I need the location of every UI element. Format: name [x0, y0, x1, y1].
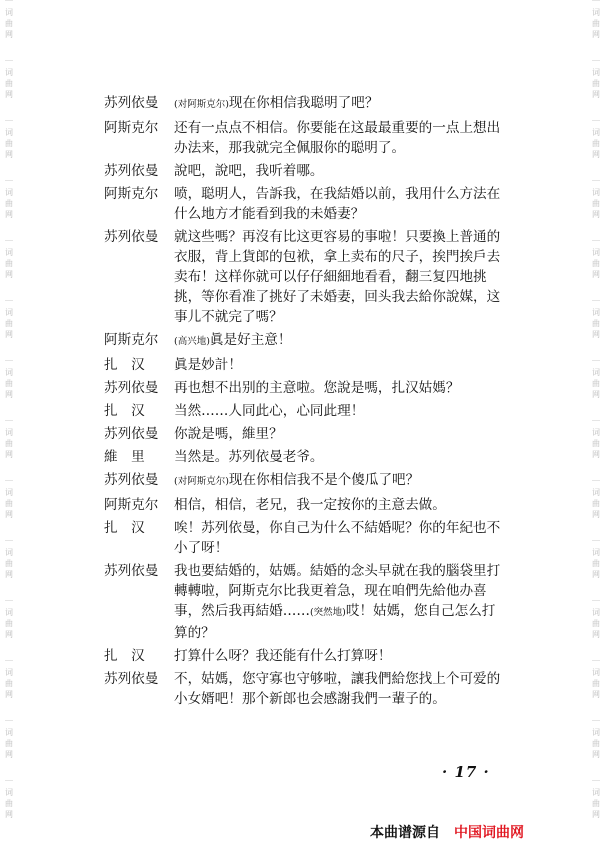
speaker: 扎 汉	[104, 403, 145, 419]
watermark-char: 词	[592, 428, 600, 437]
watermark-char: 网	[592, 150, 600, 159]
watermark-char: 网	[5, 810, 13, 819]
speaker: 苏列依曼	[104, 163, 159, 179]
watermark-char: 词	[592, 548, 600, 557]
speech-text: 现在你相信我不是个傻瓜了吧？	[228, 472, 420, 488]
dialogue-line	[104, 184, 504, 224]
watermark-char: 曲	[5, 259, 13, 268]
watermark-char: 网	[5, 30, 13, 39]
watermark-char: 网	[592, 390, 600, 399]
watermark-group	[5, 480, 13, 540]
watermark-char: 词	[592, 608, 600, 617]
watermark-group	[5, 420, 13, 480]
watermark-char: 网	[5, 270, 13, 279]
dialogue-line	[104, 118, 504, 158]
watermark-char: 曲	[592, 679, 600, 688]
watermark-char: 曲	[5, 19, 13, 28]
watermark-group	[5, 0, 13, 60]
watermark-char: 词	[5, 668, 13, 677]
speech-text: 现在你相信我聪明了吧？	[228, 95, 379, 111]
watermark-group	[5, 780, 13, 840]
watermark-char: 词	[592, 8, 600, 17]
watermark-char: 网	[5, 330, 13, 339]
watermark-char: 词	[5, 488, 13, 497]
watermark-group	[592, 720, 600, 780]
watermark-char: 曲	[592, 79, 600, 88]
dialogue-line	[104, 561, 504, 643]
watermark-char: 网	[5, 750, 13, 759]
watermark-char: 词	[5, 248, 13, 257]
watermark-char: 网	[592, 210, 600, 219]
speaker: 苏列依曼	[104, 426, 159, 442]
speaker: 扎 汉	[104, 648, 145, 664]
watermark-char: 曲	[592, 19, 600, 28]
watermark-column-left	[2, 0, 16, 865]
watermark-group	[5, 720, 13, 780]
watermark-group	[592, 0, 600, 60]
watermark-char: 曲	[5, 559, 13, 568]
watermark-char: 网	[592, 690, 600, 699]
stage-direction: (突然地)	[309, 607, 346, 618]
watermark-char: 词	[5, 368, 13, 377]
watermark-char: 曲	[5, 619, 13, 628]
speech-text: 当然是。苏列依曼老爷。	[174, 449, 324, 465]
watermark-char: 曲	[5, 499, 13, 508]
watermark-char: 词	[592, 368, 600, 377]
watermark-char: 词	[592, 788, 600, 797]
dialogue-line	[104, 161, 504, 181]
watermark-group	[5, 660, 13, 720]
watermark-column-right	[589, 0, 603, 865]
watermark-char: 网	[592, 330, 600, 339]
speech-text: 你說是嗎，維里？	[174, 426, 283, 442]
speech-text: 喷，聪明人，告訴我，在我結婚以前，我用什么方法在什么地方才能看到我的未婚妻？	[174, 186, 501, 222]
speaker: 苏列依曼	[104, 380, 159, 396]
watermark-char: 曲	[5, 799, 13, 808]
watermark-char: 词	[5, 68, 13, 77]
dialogue-line	[104, 646, 504, 666]
dialogue-line	[104, 447, 504, 467]
watermark-char: 曲	[592, 619, 600, 628]
watermark-char: 曲	[5, 679, 13, 688]
watermark-group	[592, 600, 600, 660]
watermark-char: 曲	[592, 259, 600, 268]
watermark-char: 词	[5, 428, 13, 437]
watermark-char: 词	[5, 308, 13, 317]
watermark-group	[5, 540, 13, 600]
speech-text: 还有一点点不相信。你要能在这最最重要的一点上想出办法来，那我就完全佩服你的聪明了。	[174, 120, 501, 156]
watermark-group	[5, 60, 13, 120]
watermark-group	[592, 300, 600, 360]
dialogue-line	[104, 669, 504, 709]
watermark-char: 曲	[592, 499, 600, 508]
watermark-char: 曲	[592, 199, 600, 208]
dialogue-line	[104, 355, 504, 375]
speech-text: 我也要結婚的，姑媽。結婚的念头早就在我的腦袋里打轉轉啦，阿斯克尔比我更着急，现在咱們先給他办喜事，然后我再結婚……	[174, 563, 501, 619]
speaker: 阿斯克尔	[104, 332, 159, 348]
speech	[174, 561, 504, 643]
dialogue-line	[104, 378, 504, 398]
watermark-char: 网	[5, 390, 13, 399]
watermark-char: 网	[592, 510, 600, 519]
watermark-group	[592, 180, 600, 240]
watermark-group	[5, 300, 13, 360]
watermark-char: 曲	[5, 199, 13, 208]
speaker: 維 里	[104, 449, 145, 465]
watermark-char: 词	[592, 188, 600, 197]
watermark-char: 网	[592, 570, 600, 579]
source-label: 本曲谱源自	[370, 825, 440, 841]
source-footer	[370, 822, 524, 842]
stage-direction: (高兴地)	[174, 336, 210, 347]
speaker: 阿斯克尔	[104, 120, 159, 136]
dialogue-line	[104, 495, 504, 515]
watermark-char: 曲	[5, 319, 13, 328]
watermark-char: 词	[592, 728, 600, 737]
watermark-group	[592, 60, 600, 120]
watermark-char: 网	[5, 510, 13, 519]
watermark-group	[592, 480, 600, 540]
watermark-char: 网	[592, 30, 600, 39]
watermark-char: 词	[5, 548, 13, 557]
watermark-char: 词	[5, 188, 13, 197]
dialogue-line	[104, 93, 504, 115]
watermark-char: 曲	[5, 379, 13, 388]
dialogue-block	[104, 93, 504, 712]
speaker: 阿斯克尔	[104, 186, 159, 202]
dialogue-line	[104, 401, 504, 421]
speaker: 阿斯克尔	[104, 497, 159, 513]
speech	[174, 330, 504, 352]
watermark-group	[592, 240, 600, 300]
speaker: 苏列依曼	[104, 472, 159, 488]
speech-text: 再也想不出别的主意啦。您說是嗎，扎汉姑媽？	[174, 380, 460, 396]
watermark-char: 网	[5, 90, 13, 99]
watermark-group	[5, 180, 13, 240]
speech	[174, 93, 504, 115]
speaker: 扎 汉	[104, 357, 145, 373]
watermark-char: 网	[5, 630, 13, 639]
speaker: 苏列依曼	[104, 563, 159, 579]
speech-text: 眞是好主意！	[209, 332, 292, 348]
watermark-char: 网	[592, 270, 600, 279]
watermark-char: 网	[592, 90, 600, 99]
dialogue-line	[104, 227, 504, 327]
watermark-char: 网	[5, 450, 13, 459]
watermark-char: 词	[5, 128, 13, 137]
speech-text: 眞是妙計！	[174, 357, 242, 373]
watermark-group	[5, 120, 13, 180]
watermark-char: 词	[592, 68, 600, 77]
watermark-char: 网	[5, 210, 13, 219]
watermark-char: 曲	[5, 739, 13, 748]
watermark-char: 词	[5, 8, 13, 17]
dialogue-line	[104, 470, 504, 492]
speech-text: 哎！姑媽，您自己怎么打算的？	[174, 603, 496, 641]
watermark-char: 曲	[592, 799, 600, 808]
watermark-group	[592, 420, 600, 480]
speech-text: 說吧，說吧，我听着哪。	[174, 163, 324, 179]
site-name: 中国词曲网	[454, 825, 524, 841]
speaker: 扎 汉	[104, 520, 145, 536]
watermark-char: 曲	[592, 559, 600, 568]
watermark-group	[592, 660, 600, 720]
watermark-char: 网	[5, 150, 13, 159]
speech-text: 当然……人同此心，心同此理！	[174, 403, 365, 419]
dialogue-line	[104, 424, 504, 444]
watermark-char: 网	[592, 450, 600, 459]
watermark-char: 词	[5, 608, 13, 617]
watermark-char: 曲	[5, 439, 13, 448]
speech-text: 相信，相信，老兄，我一定按你的主意去做。	[174, 497, 446, 513]
watermark-group	[592, 120, 600, 180]
watermark-char: 曲	[592, 739, 600, 748]
speech	[174, 470, 504, 492]
page-number: · 17 ·	[442, 763, 490, 781]
dialogue-line	[104, 518, 504, 558]
watermark-char: 网	[592, 810, 600, 819]
watermark-group	[5, 600, 13, 660]
watermark-char: 曲	[592, 319, 600, 328]
speech-text: 就这些嗎？再沒有比这更容易的事啦！只要換上普通的衣服，背上貨郎的包袱，拿上卖布的尺子，挨門挨戶去卖布！这样你就可以仔仔細細地看看，翻三复四地挑挑，等你看准了挑好了未婚妻，回头我去給你說媒，这事儿不就完了嗎？	[174, 229, 501, 325]
watermark-char: 词	[5, 788, 13, 797]
watermark-group	[592, 360, 600, 420]
watermark-char: 网	[5, 570, 13, 579]
watermark-char: 曲	[592, 139, 600, 148]
speaker: 苏列依曼	[104, 95, 159, 111]
watermark-char: 词	[592, 488, 600, 497]
watermark-group	[592, 540, 600, 600]
speaker: 苏列依曼	[104, 671, 159, 687]
stage-direction: (对阿斯克尔)	[174, 99, 229, 110]
watermark-char: 词	[592, 128, 600, 137]
watermark-char: 词	[592, 668, 600, 677]
watermark-group	[5, 360, 13, 420]
watermark-group	[592, 780, 600, 840]
watermark-char: 词	[592, 308, 600, 317]
speech-text: 不，姑媽，您守寡也守够啦，讓我們給您找上个可爱的小女婿吧！那个新郎也会感謝我們一輩子的。	[174, 671, 501, 707]
speech-text: 唉！苏列依曼，你自己为什么不結婚呢？你的年紀也不小了呀！	[174, 520, 501, 556]
watermark-char: 曲	[592, 379, 600, 388]
watermark-char: 曲	[5, 79, 13, 88]
speaker: 苏列依曼	[104, 229, 159, 245]
watermark-char: 曲	[5, 139, 13, 148]
watermark-char: 词	[5, 728, 13, 737]
watermark-char: 曲	[592, 439, 600, 448]
watermark-char: 网	[592, 750, 600, 759]
watermark-char: 词	[592, 248, 600, 257]
stage-direction: (对阿斯克尔)	[174, 476, 229, 487]
speech-text: 打算什么呀？我还能有什么打算呀！	[174, 648, 392, 664]
watermark-char: 网	[592, 630, 600, 639]
dialogue-line	[104, 330, 504, 352]
watermark-char: 网	[5, 690, 13, 699]
watermark-group	[5, 240, 13, 300]
